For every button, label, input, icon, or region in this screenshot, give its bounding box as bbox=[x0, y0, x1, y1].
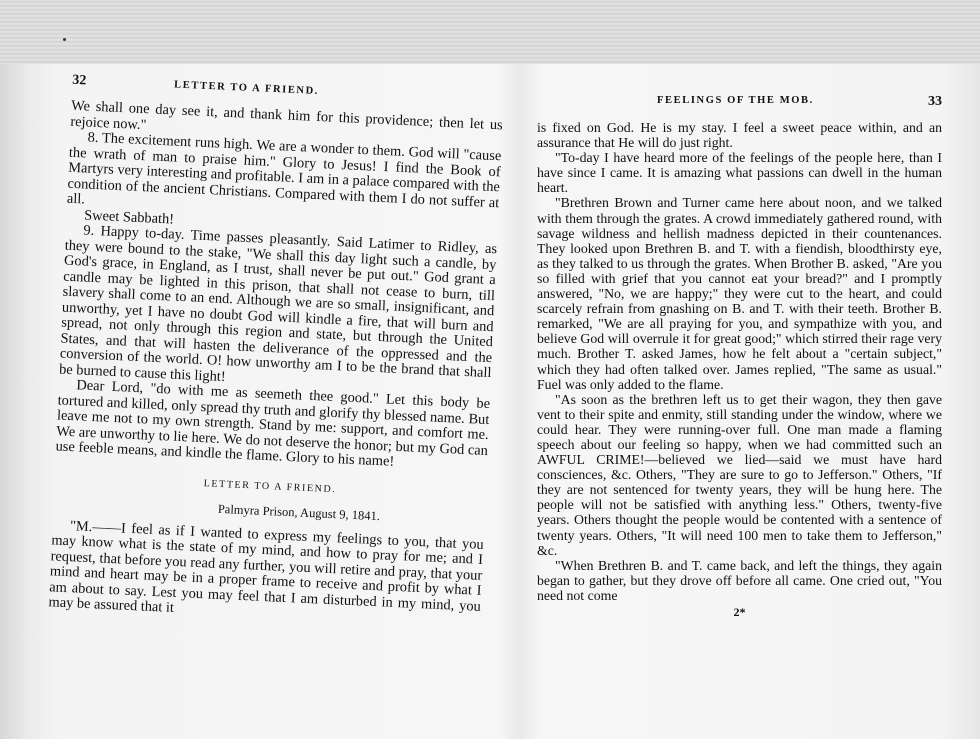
scan-margin bbox=[0, 0, 980, 64]
paragraph: "As soon as the brethren left us to get their wagon, they then gave vent to their spite and enmity, still standing under the window, where we could hear. They were running-over full. One man made a flaming speech about our feeling so happy, when we had committed such an AWFUL CRIME!—believed we lied—said we must have hard consciences, &c. Others, "They are sure to go to Jefferson." Others, "If they are not sentenced for twenty years, they will be hung here. The people will not be satisfied with anything less." Others, twenty-five years. Others thought the people would be contented with a sentence of twenty years. Others, "It will need 100 men to take them to Jefferson," &c. bbox=[537, 391, 942, 558]
paragraph: "To-day I have heard more of the feelings of the people here, than I have since I came. It is amazing what passions can dwell in the human heart. bbox=[537, 150, 942, 196]
dateline: Palmyra Prison, August 9, 1841. bbox=[217, 501, 381, 524]
signature-mark: 2* bbox=[733, 605, 746, 619]
paragraph: Dear Lord, "do with me as seemeth thee good." Let this body be tortured and killed, only spread thy truth and glorify thy blessed name. But leave me not to my own strength. Stand by me: support, and comfort me. We are unworthy to lie here. We do not deserve the honor; but my God can use feeble means, and kindle the flame. Glory to his name! bbox=[55, 377, 491, 470]
page-body bbox=[48, 99, 503, 631]
paragraph: "M.——I feel as if I wanted to express my feelings to you, that you may know what is the state of my mind, and how to pray for me; and I request, that before you read any further, you will retire and pray, that your mind and heart may be in a proper frame to receive and profit by what I am about to say. Lest you may feel that I am disturbed in my mind, you may be assured that it bbox=[48, 517, 485, 616]
paragraph: 9. Happy to-day. Time passes pleasantly. Said Latimer to Ridley, as they were bound to the stake, "We shall this day light such a candle, by God's grace, in England, as I trust, shall never be put out." God grant a candle may be lighted in this prison, that shall not cease to burn, till slavery shall come to an end. Although we are so small, insignificant, and unworthy, yet I have no doubt God will kindle a fire, that will burn and spread, not only through this region and state, but through the United States, and that will hasten the deliverance of the oppressed and the conversion of the world. O! how unworthy am I to be the brand that shall be burned to cause this light! bbox=[58, 222, 498, 385]
running-head: LETTER TO A FRIEND. bbox=[173, 79, 320, 97]
running-head: FEELINGS OF THE MOB. bbox=[657, 95, 814, 106]
scan-speck bbox=[63, 38, 66, 41]
paragraph: Sweet Sabbath! bbox=[83, 206, 175, 228]
paragraph: "Brethren Brown and Turner came here about noon, and we talked with them through the grates. A crowd immediately gathered round, with savage wildness and hellish madness depicted in their countenances. They looked upon Brethren B. and T. with a fiendish, bloodthirsty eye, as they talked to us through the grates. When Brother B. asked, "Are you so filled with grief that you cannot eat your bread?" and I promptly answered, "No, we are happy;" they were cut to the heart, and could scarcely refrain from gnashing on B. and T. with their teeth. Brother B. remarked, "We are all praying for you, and sympathize with you, and believe God will overrule it for great good;" which stirred their rage very much. Brother T. asked James, how he felt about a "certain subject," which they had often talked over. James replied, "The same as usual." Fuel was only added to the flame. bbox=[537, 195, 942, 392]
paragraph: "When Brethren B. and T. came back, and left the things, they again began to gather, but they drove off before all came. One cried out, "You need not come bbox=[537, 557, 942, 603]
paragraph: 8. The excitement runs high. We are a wonder to them. God will "cause the wrath of man to praise him." Glory to Jesus! I find the Book of Martyrs very interesting and profitable. I am in a palace compared with the condition of the ancient Christians. Compared with them I do not suffer at all. bbox=[66, 129, 502, 211]
left-page bbox=[25, 64, 505, 754]
section-heading: LETTER TO A FRIEND. bbox=[203, 477, 337, 495]
paragraph: is fixed on God. He is my stay. I feel a sweet peace within, and an assurance that He will do just right. bbox=[537, 120, 942, 151]
page-number: 33 bbox=[928, 94, 942, 109]
paragraph: We shall one day see it, and thank him for this providence; then let us rejoice now." bbox=[70, 97, 504, 134]
page-body bbox=[537, 120, 942, 620]
page-number: 32 bbox=[71, 72, 87, 89]
right-page bbox=[537, 64, 942, 734]
